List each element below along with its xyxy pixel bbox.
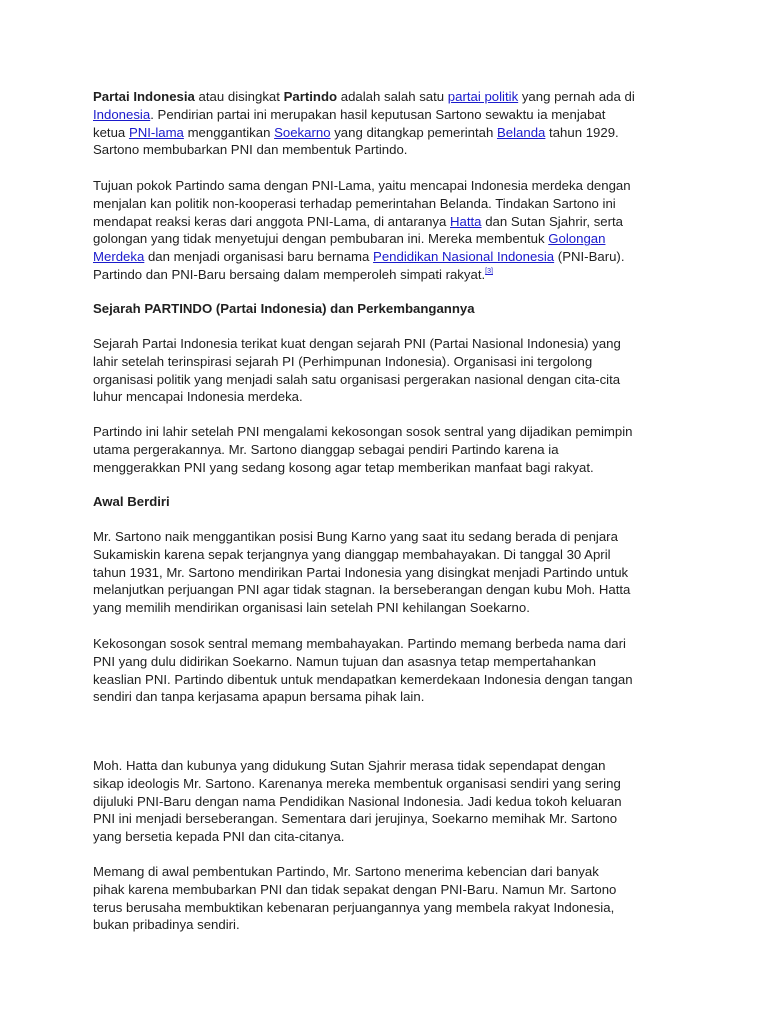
paragraph-awal-berdiri — [93, 528, 693, 617]
text-line — [93, 230, 693, 248]
link-pni-lama[interactable]: PNI-lama — [128, 124, 184, 140]
text-line: Kekosongan sosok sentral memang membahayakan. Partindo memang berbeda nama dari — [93, 636, 626, 651]
bold-term: Partindo — [283, 89, 338, 104]
link-hatta[interactable]: Hatta — [450, 213, 482, 229]
link-soekarno[interactable]: Soekarno — [274, 124, 331, 140]
paragraph-tujuan — [93, 177, 693, 284]
text-line: tahun 1931, Mr. Sartono mendirikan Partai Indonesia yang disingkat menjadi Partindo untuk — [93, 564, 629, 580]
text-line — [93, 266, 693, 284]
text-line: utama pergerakannya. Mr. Sartono dianggap sebagai pendiri Partindo karena ia — [93, 441, 559, 457]
bold-term: Partai Indonesia — [93, 89, 195, 104]
text-line: terus berusaha membuktikan kebenaran perjuangannya yang membela rakyat Indonesia, — [93, 899, 615, 915]
paragraph-partindo-lahir — [93, 423, 693, 476]
text-line: Sukamiskin karena sepak terjangnya yang dianggap membahayakan. Di tanggal 30 April — [93, 546, 611, 562]
text-line: lahir setelah terinspirasi sejarah PI (Perhimpunan Indonesia). Organisasi ini tergolong — [93, 353, 593, 369]
text-line: sendiri dan tanpa kerjasama apapun bersama pihak lain. — [93, 689, 425, 705]
text-line: organisasi politik yang menjadi salah satu organisasi pergerakan nasional dengan cita-cita — [93, 371, 621, 387]
text-line: Sejarah Partai Indonesia terikat kuat dengan sejarah PNI (Partai Nasional Indonesia) yang — [93, 336, 621, 351]
text-line: Mr. Sartono naik menggantikan posisi Bung Karno yang saat itu sedang berada di penjara — [93, 529, 618, 544]
text-line: yang bersetia kepada PNI dan cita-citanya. — [93, 829, 345, 845]
text-run: dan Sutan Sjahrir, serta — [481, 213, 624, 229]
text-run: mendapat reaksi keras dari anggota PNI-Lama, di antaranya — [93, 213, 450, 229]
text-line: dijuluki PNI-Baru dengan nama Pendidikan Nasional Indonesia. Jadi kedua tokoh keluaran — [93, 793, 622, 809]
text-run: yang ditangkap pemerintah — [330, 124, 497, 140]
text-run: adalah salah satu — [337, 89, 448, 104]
heading-text: Awal Berdiri — [93, 494, 170, 509]
text-run: (PNI-Baru). — [554, 249, 625, 265]
text-line: luhur mencapai Indonesia merdeka. — [93, 389, 303, 405]
link-golongan-merdeka[interactable]: Merdeka — [93, 249, 145, 265]
text-line: PNI yang dulu didirikan Soekarno. Namun tujuan dan asasnya tetap mempertahankan — [93, 653, 596, 669]
text-line: Partindo ini lahir setelah PNI mengalami kekosongan sosok sentral yang dijadikan pemimpin — [93, 424, 633, 439]
text-line — [93, 213, 693, 231]
text-line — [93, 124, 693, 142]
text-line: melanjutkan perjuangan PNI agar tidak stagnan. Ia berseberangan dengan kubu Moh. Hatta — [93, 582, 631, 598]
text-run: Partindo dan PNI-Baru bersaing dalam memperoleh simpati rakyat. — [93, 266, 486, 282]
link-pendidikan-nasional-indonesia[interactable]: Pendidikan Nasional Indonesia — [373, 249, 555, 265]
text-line: Tujuan pokok Partindo sama dengan PNI-Lama, yaitu mencapai Indonesia merdeka dengan — [93, 178, 631, 193]
text-line: menggerakkan PNI yang sedang kosong agar tetap memberikan manfaat bagi rakyat. — [93, 459, 594, 475]
text-line: pihak karena membubarkan PNI dan tidak sepakat dengan PNI-Baru. Namun Mr. Sartono — [93, 881, 617, 897]
link-golongan-merdeka[interactable]: Golongan — [548, 231, 606, 247]
text-run: yang pernah ada di — [518, 89, 635, 104]
section-heading-sejarah — [93, 300, 693, 318]
text-run: golongan yang tidak menyetujui dengan pembubaran ini. Mereka membentuk — [93, 231, 549, 247]
text-line: menjalan kan politik non-kooperasi terhadap pemerintahan Belanda. Tindakan Sartono ini — [93, 195, 616, 211]
section-heading-awal-berdiri — [93, 493, 693, 511]
heading-text: Sejarah PARTINDO (Partai Indonesia) dan Perkembangannya — [93, 301, 475, 316]
text-line: keaslian PNI. Partindo dibentuk untuk mendapatkan kemerdekaan Indonesia dengan tangan — [93, 671, 633, 687]
paragraph-hatta — [93, 757, 693, 846]
text-line: PNI ini menjadi berseberangan. Sementara dari jerujinya, Soekarno memihak Mr. Sartono — [93, 811, 618, 827]
text-run: dan menjadi organisasi baru bernama — [144, 249, 374, 265]
text-run: atau disingkat — [194, 89, 284, 104]
link-indonesia[interactable]: Indonesia — [93, 106, 151, 122]
paragraph-kebencian — [93, 863, 693, 934]
citation-superscript — [485, 268, 493, 275]
text-line: Memang di awal pembentukan Partindo, Mr. Sartono menerima kebencian dari banyak — [93, 864, 599, 879]
paragraph-kekosongan — [93, 635, 693, 706]
text-line — [93, 106, 693, 124]
text-line — [93, 88, 693, 106]
citation-link[interactable]: [3] — [485, 267, 493, 275]
paragraph-sejarah — [93, 335, 693, 406]
text-line: Sartono membubarkan PNI dan membentuk Partindo. — [93, 142, 408, 158]
text-line: sikap ideologis Mr. Sartono. Karenanya mereka membentuk organisasi sendiri yang sering — [93, 775, 621, 791]
text-line: Moh. Hatta dan kubunya yang didukung Sutan Sjahrir merasa tidak sependapat dengan — [93, 758, 606, 773]
link-partai-politik[interactable]: partai politik — [447, 89, 519, 104]
text-run: ketua — [93, 124, 129, 140]
link-belanda[interactable]: Belanda — [496, 124, 546, 140]
text-line: bukan pribadinya sendiri. — [93, 917, 240, 933]
text-line — [93, 248, 693, 266]
text-line: yang memilih mendirikan organisasi lain setelah PNI kehilangan Soekarno. — [93, 600, 530, 616]
paragraph-intro — [93, 88, 693, 159]
text-run: menggantikan — [183, 124, 275, 140]
text-run: . Pendirian partai ini merupakan hasil keputusan Sartono sewaktu ia menjabat — [150, 106, 606, 122]
text-run: tahun 1929. — [545, 124, 619, 140]
